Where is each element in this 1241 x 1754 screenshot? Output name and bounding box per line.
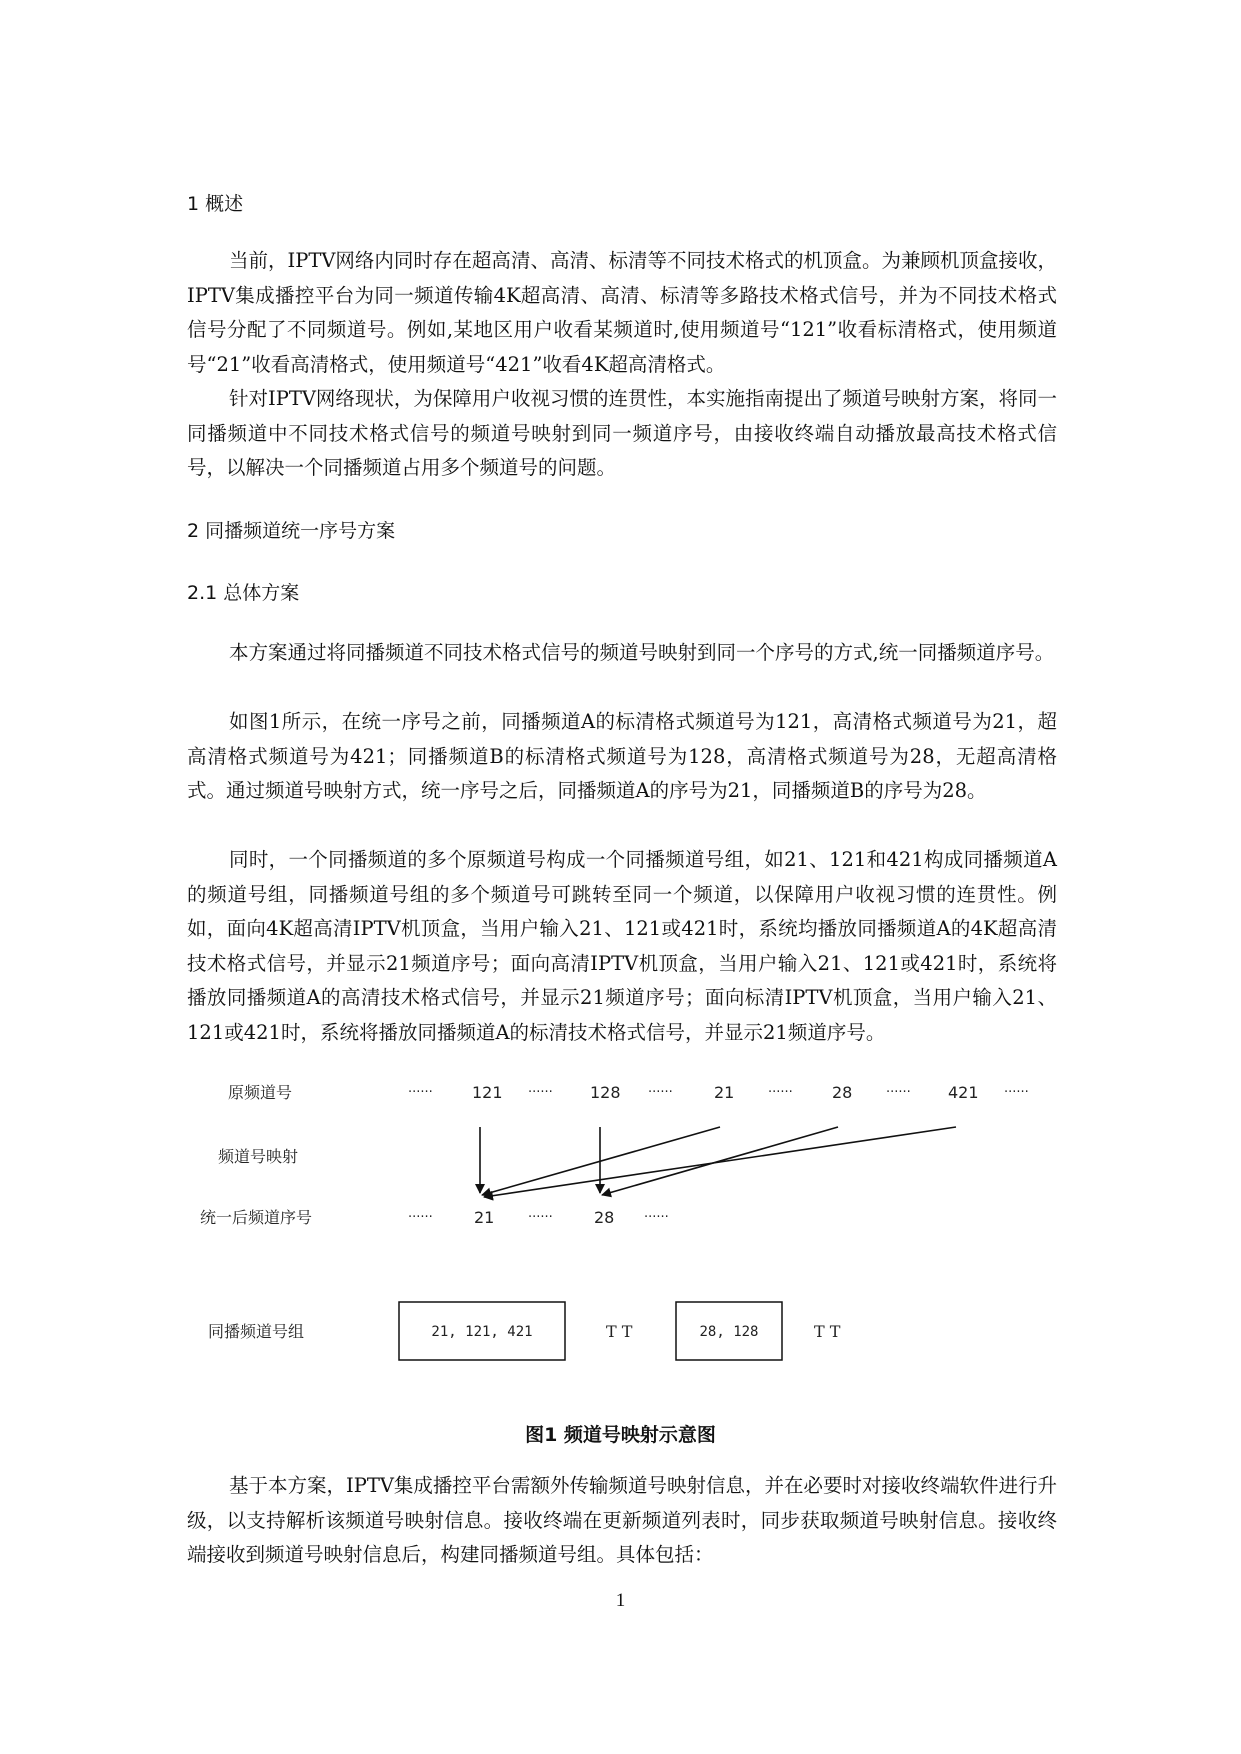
label-channel-mapping: 频道号映射 xyxy=(218,1147,299,1166)
group-a-numbers: 21, 121, 421 xyxy=(431,1324,533,1340)
original-number: 121 xyxy=(472,1083,503,1102)
unified-number: 21 xyxy=(474,1208,495,1227)
label-original-channel: 原频道号 xyxy=(228,1083,293,1102)
group-b-numbers: 28, 128 xyxy=(699,1324,759,1340)
paragraph-scheme-2: 如图1所示，在统一序号之前，同播频道A的标清格式频道号为121，高清格式频道号为21，超高清格式频道号为421；同播频道B的标清格式频道号为128，高清格式频道号为28，无超高清格式。通过频道号映射方式，统一序号之后，同播频道A的序号为21，同播频道B的序号为28。 xyxy=(187,710,1057,802)
label-unified-sequence: 统一后频道序号 xyxy=(200,1208,313,1227)
original-number: 421 xyxy=(948,1083,979,1102)
paragraph-implementation: 基于本方案，IPTV集成播控平台需额外传输频道号映射信息，并在必要时对接收终端软件进行升级，以支持解析该频道号映射信息。接收终端在更新频道列表时，同步获取频道号映射信息。接收终端接收到频道号映射信息后，构建同播频道号组。具体包括： xyxy=(187,1474,1057,1566)
mapping-arrow xyxy=(482,1127,720,1195)
group-separator: T T xyxy=(606,1322,633,1341)
ellipsis: ······ xyxy=(408,1085,433,1100)
ellipsis: ······ xyxy=(644,1210,669,1225)
ellipsis: ······ xyxy=(528,1210,553,1225)
figure-caption: 图1 频道号映射示意图 xyxy=(525,1424,716,1446)
ellipsis: ······ xyxy=(408,1210,433,1225)
paragraph-overview-1: 当前，IPTV网络内同时存在超高清、高清、标清等不同技术格式的机顶盒。为兼顾机顶盒接收，IPTV集成播控平台为同一频道传输4K超高清、高清、标清等多路技术格式信号，并为不同技术格式信号分配了不同频道号。例如,某地区用户收看某频道时,使用频道号“121”收看标清格式，使用频道号“21”收看高清格式，使用频道号“421”收看4K超高清格式。 xyxy=(187,249,1057,376)
original-number: 128 xyxy=(590,1083,621,1102)
original-number: 21 xyxy=(714,1083,735,1102)
section-heading-1: 1 概述 xyxy=(187,193,244,215)
paragraph-scheme-1: 本方案通过将同播频道不同技术格式信号的频道号映射到同一个序号的方式,统一同播频道序号。 xyxy=(229,641,1055,664)
ellipsis: ······ xyxy=(768,1085,793,1100)
ellipsis: ······ xyxy=(1004,1085,1029,1100)
section-heading-2: 2 同播频道统一序号方案 xyxy=(187,520,396,542)
ellipsis: ······ xyxy=(648,1085,673,1100)
section-heading-2-1: 2.1 总体方案 xyxy=(187,582,300,604)
mapping-arrow xyxy=(602,1127,838,1195)
paragraph-overview-2: 针对IPTV网络现状，为保障用户收视习惯的连贯性，本实施指南提出了频道号映射方案，将同一同播频道中不同技术格式信号的频道号映射到同一频道序号，由接收终端自动播放最高技术格式信号，以解决一个同播频道占用多个频道号的问题。 xyxy=(187,387,1057,479)
ellipsis: ······ xyxy=(528,1085,553,1100)
unified-number: 28 xyxy=(594,1208,615,1227)
label-channel-group: 同播频道号组 xyxy=(208,1322,305,1341)
ellipsis: ······ xyxy=(886,1085,911,1100)
mapping-arrow xyxy=(484,1127,956,1197)
original-number: 28 xyxy=(832,1083,853,1102)
group-separator: T T xyxy=(814,1322,841,1341)
page-number: 1 xyxy=(615,1590,626,1611)
channel-mapping-diagram xyxy=(0,1070,1241,1400)
paragraph-scheme-3: 同时，一个同播频道的多个原频道号构成一个同播频道号组，如21、121和421构成同播频道A的频道号组，同播频道号组的多个频道号可跳转至同一个频道，以保障用户收视习惯的连贯性。例如，面向4K超高清IPTV机顶盒，当用户输入21、121或421时，系统均播放同播频道A的4K超高清技术格式信号，并显示21频道序号；面向高清IPTV机顶盒，当用户输入21、121或421时，系统将播放同播频道A的高清技术格式信号，并显示21频道序号；面向标清IPTV机顶盒，当用户输入21、121或421时，系统将播放同播频道A的标清技术格式信号，并显示21频道序号。 xyxy=(187,848,1057,1044)
